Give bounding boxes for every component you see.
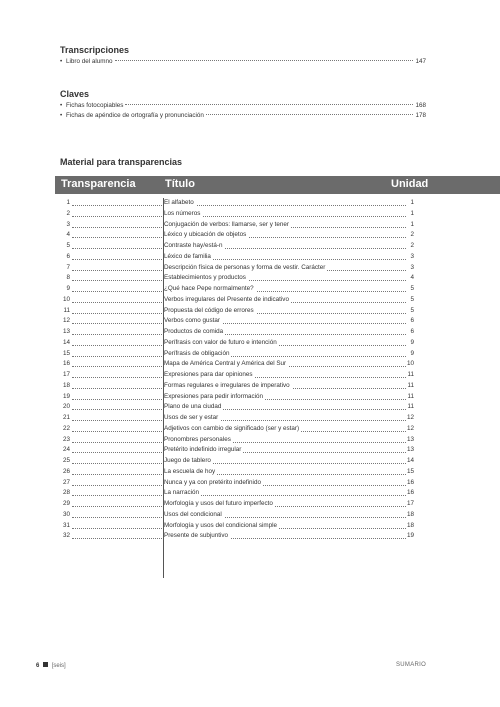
row-number: 23 [62,435,70,443]
toc-entry-label: Libro del alumno [66,58,113,65]
row-unit: 5 [409,284,414,295]
row-unit: 11 [406,381,414,392]
table-row[interactable] [60,521,414,532]
row-unit: 12 [406,424,414,435]
row-unit: 16 [406,488,414,499]
table-row[interactable] [60,510,414,521]
dot-leader [72,388,162,389]
dot-leader [164,205,406,206]
row-number: 25 [62,457,70,464]
dot-leader [115,60,414,61]
dot-leader [72,216,162,217]
table-row[interactable] [60,392,414,403]
dot-leader [72,248,162,249]
row-number: 6 [66,252,70,260]
row-title: Propuesta del código de errores [164,306,256,317]
row-unit: 9 [409,349,414,360]
table-row[interactable] [60,488,414,499]
row-title: Conjugación de verbos: llamarse, ser y tener [164,220,291,231]
table-row[interactable] [60,338,414,349]
row-unit: 6 [409,327,414,338]
toc-entry[interactable] [60,57,426,67]
row-number: 10 [62,295,70,303]
row-title: Perífrasis con valor de futuro e intención [164,338,279,349]
row-title: La escuela de hoy [164,467,217,478]
toc-entry-page: 168 [415,102,426,109]
dot-leader [72,506,162,507]
page-word: [seis] [51,663,66,669]
table-row[interactable] [60,370,414,381]
row-number: 17 [62,371,70,378]
row-title: ¿Qué hace Pepe normalmente? [164,284,256,295]
row-unit: 3 [409,263,414,274]
row-unit: 10 [406,359,414,370]
row-title: Descripción física de personas y forma de vestir. Carácter [164,263,327,274]
table-row[interactable] [60,499,414,510]
dot-leader [72,313,162,314]
dot-leader [72,280,162,281]
row-title: El alfabeto [164,198,196,209]
row-title: Presente de subjuntivo [164,531,230,542]
dot-leader [72,345,162,346]
row-unit: 9 [409,338,414,349]
table-row[interactable] [60,220,414,231]
row-title: La narración [164,488,201,499]
row-unit: 11 [406,370,414,381]
row-unit: 12 [406,413,414,424]
row-number: 20 [62,403,70,411]
row-title: Plano de una ciudad [164,402,223,413]
row-number: 19 [62,392,70,400]
row-unit: 13 [406,435,414,446]
row-title: Productos de comida [164,327,225,338]
dot-leader [72,452,162,453]
bullet-icon: • [60,112,63,119]
table-row[interactable] [60,316,414,327]
dot-leader [72,420,162,421]
dot-leader [72,474,162,475]
table-row[interactable] [60,263,414,274]
row-number: 21 [62,414,70,421]
row-number: 32 [62,532,70,540]
dot-leader [125,104,413,105]
toc-entry-label: Fichas de apéndice de ortografía y pronunciación [66,112,204,119]
row-title: Expresiones para pedir información [164,392,265,403]
table-row[interactable] [60,456,414,467]
table-row[interactable] [60,349,414,360]
transparency-list [60,198,414,542]
row-title: Contraste hay/está-n [164,241,224,252]
row-number: 9 [66,285,70,292]
bullet-icon: • [60,58,63,65]
table-row[interactable] [60,209,414,220]
row-title: Establecimientos y productos [164,273,248,284]
header-transparencia: Transparencia [61,178,136,190]
row-title: Usos del condicional [164,510,224,521]
row-number: 5 [66,242,70,249]
material-section [60,157,426,169]
row-title: Adjetivos con cambio de significado (ser y estar) [164,424,301,435]
table-row[interactable] [60,478,414,489]
toc-entry[interactable] [60,111,426,121]
table-row[interactable] [60,327,414,338]
table-row[interactable] [60,381,414,392]
table-row[interactable] [60,445,414,456]
row-number: 16 [62,360,70,368]
dot-leader [72,356,162,357]
dot-leader [72,259,162,260]
dot-leader [72,463,162,464]
row-unit: 1 [409,198,414,209]
page-number: 6 [36,663,40,669]
dot-leader [72,517,162,518]
row-number: 7 [66,263,70,271]
table-row[interactable] [60,435,414,446]
bullet-icon: • [60,102,63,109]
dot-leader [72,528,162,529]
row-title: Léxico de familia [164,252,213,263]
dot-leader [72,399,162,400]
square-icon [43,662,48,667]
table-row[interactable] [60,413,414,424]
transcripciones-title: Transcripciones [60,45,130,55]
row-unit: 18 [406,510,414,521]
row-title: Morfología y usos del condicional simple [164,521,279,532]
row-number: 27 [62,478,70,486]
row-title: Usos de ser y estar [164,413,220,424]
row-number: 15 [62,349,70,357]
row-title: Léxico y ubicación de objetos [164,230,248,241]
row-unit: 1 [409,209,414,220]
dot-leader [206,114,414,115]
row-unit: 13 [406,445,414,456]
row-number: 24 [62,446,70,454]
row-number: 22 [62,424,70,432]
row-number: 2 [66,209,70,217]
row-unit: 4 [409,273,414,284]
row-number: 30 [62,510,70,518]
row-number: 1 [66,199,70,206]
row-title: Juego de tablero [164,456,213,467]
row-number: 14 [62,338,70,346]
row-unit: 11 [406,402,414,413]
row-title: Verbos irregulares del Presente de indicativo [164,295,291,306]
claves-title: Claves [60,89,90,99]
toc-entry-page: 147 [415,58,426,65]
row-title: Nunca y ya con pretérito indefinido [164,478,263,489]
row-unit: 5 [409,295,414,306]
table-row[interactable] [60,402,414,413]
row-number: 28 [62,489,70,497]
row-title: Los números [164,209,202,220]
row-unit: 16 [406,478,414,489]
material-title: Material para transparencias [60,157,183,167]
row-unit: 17 [406,499,414,510]
page-footer-left [36,662,66,669]
table-row[interactable] [60,284,414,295]
row-unit: 14 [406,456,414,467]
row-title: Pronombres personales [164,435,233,446]
dot-leader [72,323,162,324]
dot-leader [72,485,162,486]
dot-leader [72,291,162,292]
row-title: Mapa de América Central y América del Sur [164,359,288,370]
toc-entry-page: 178 [415,112,426,119]
dot-leader [72,205,162,206]
table-row[interactable] [60,424,414,435]
table-row[interactable] [60,241,414,252]
row-number: 18 [62,381,70,389]
row-number: 29 [62,500,70,507]
toc-entry[interactable] [60,101,426,111]
transcripciones-section [60,45,426,67]
row-number: 13 [62,328,70,335]
row-unit: 19 [406,531,414,542]
row-number: 26 [62,467,70,475]
row-title: Morfología y usos del futuro imperfecto [164,499,275,510]
row-title: Formas regulares e irregulares de imperativo [164,381,292,392]
row-title: Perífrasis de obligación [164,349,231,360]
row-number: 3 [66,220,70,228]
dot-leader [72,431,162,432]
row-unit: 5 [409,306,414,317]
row-unit: 15 [406,467,414,478]
dot-leader [72,409,162,410]
dot-leader [72,366,162,367]
row-unit: 18 [406,521,414,532]
dot-leader [72,237,162,238]
table-row[interactable] [60,295,414,306]
table-row[interactable] [60,273,414,284]
dot-leader [72,334,162,335]
row-unit: 2 [409,230,414,241]
dot-leader [72,227,162,228]
row-unit: 1 [409,220,414,231]
row-unit: 3 [409,252,414,263]
dot-leader [72,442,162,443]
row-unit: 11 [406,392,414,403]
table-row[interactable] [60,531,414,542]
dot-leader [72,270,162,271]
dot-leader [72,377,162,378]
header-unidad: Unidad [391,178,429,190]
row-unit: 2 [409,241,414,252]
header-titulo: Título [165,178,195,190]
table-row[interactable] [60,467,414,478]
row-title: Expresiones para dar opiniones [164,370,255,381]
row-number: 4 [66,231,70,239]
row-number: 8 [66,274,70,282]
row-number: 12 [62,317,70,325]
dot-leader [72,302,162,303]
claves-section [60,89,426,121]
table-row[interactable] [60,359,414,370]
table-row[interactable] [60,198,414,209]
table-row[interactable] [60,252,414,263]
dot-leader [72,495,162,496]
row-unit: 6 [409,316,414,327]
table-header [55,176,500,194]
row-number: 31 [62,521,70,529]
dot-leader [72,538,162,539]
section-name: SUMARIO [396,662,427,668]
table-row[interactable] [60,306,414,317]
table-row[interactable] [60,230,414,241]
toc-entry-label: Fichas fotocopiables [66,102,124,109]
row-title: Verbos como gustar [164,316,222,327]
row-number: 11 [63,306,70,314]
row-title: Pretérito indefinido irregular [164,445,243,456]
